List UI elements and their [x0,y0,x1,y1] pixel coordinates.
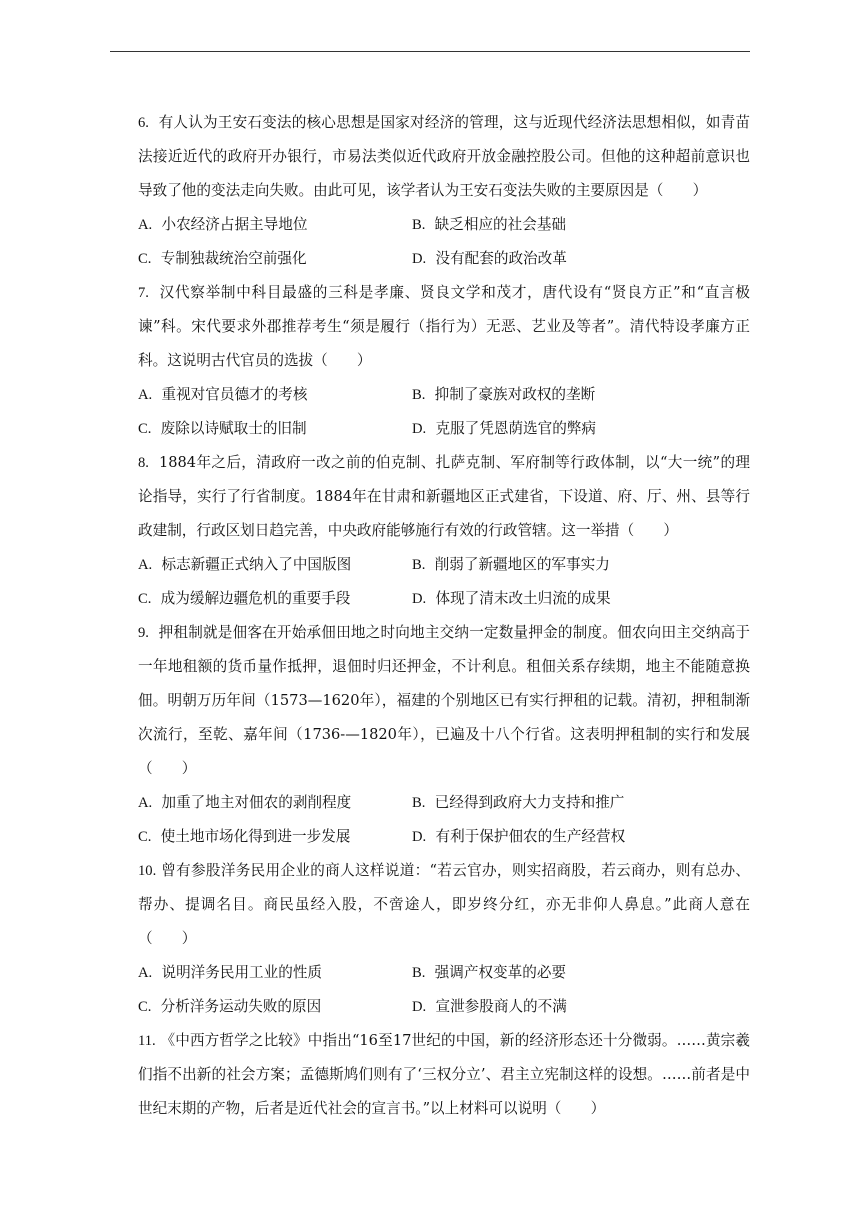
option-row [138,208,750,242]
option-text: 已经得到政府大力支持和推广 [434,794,625,811]
option-letter: C. [138,251,152,267]
question-number: 6. [138,115,149,131]
question-9 [138,616,750,854]
option-row [138,378,750,412]
question-number: 10. [138,863,157,879]
option-a[interactable] [138,208,412,242]
option-letter: B. [412,557,426,573]
option-letter: A. [138,387,153,403]
question-number: 11. [138,1033,156,1049]
option-c[interactable] [138,242,412,276]
option-letter: A. [138,965,153,981]
question-8 [138,446,750,616]
option-d[interactable] [412,582,686,616]
option-text: 分析洋务运动失败的原因 [160,998,322,1015]
option-letter: A. [138,217,153,233]
option-text: 缺乏相应的社会基础 [434,216,567,233]
question-text: 曾有参股洋务民用企业的商人这样说道：“若云官办，则实招商股，若云商办，则有总办、帮办、提调名目。商民虽经入股，不啻途人，即岁终分红，亦无非仰人鼻息。”此商人意在（ ） [138,862,750,947]
option-letter: C. [138,591,152,607]
option-letter: C. [138,829,152,845]
option-row [138,990,750,1024]
option-row [138,820,750,854]
option-row [138,242,750,276]
option-d[interactable] [412,412,686,446]
question-stem [138,854,750,956]
option-letter: C. [138,999,152,1015]
option-row [138,412,750,446]
question-stem [138,1024,750,1126]
option-a[interactable] [138,956,412,990]
question-text: 《中西方哲学之比较》中指出“16至17世纪的中国，新的经济形态还十分微弱。……黄宗羲们指不出新的社会方案；孟德斯鸠们则有了‘三权分立’、君主立宪制这样的设想。……前者是中世纪末期的产物，后者是近代社会的宣言书。”以上材料可以说明（ ） [138,1032,751,1117]
option-text: 专制独裁统治空前强化 [160,250,307,267]
question-number: 7. [138,285,149,301]
option-text: 抑制了豪族对政权的垄断 [434,386,596,403]
option-letter: D. [412,999,427,1015]
option-a[interactable] [138,786,412,820]
option-letter: B. [412,965,426,981]
option-letter: C. [138,421,152,437]
option-text: 说明洋务民用工业的性质 [161,964,323,981]
option-letter: D. [412,421,427,437]
option-b[interactable] [412,786,686,820]
question-6 [138,106,750,276]
option-letter: D. [412,829,427,845]
option-b[interactable] [412,548,686,582]
option-c[interactable] [138,412,412,446]
question-text: 押租制就是佃客在开始承佃田地之时向地主交纳一定数量押金的制度。佃农向田主交纳高于一年地租额的货币量作抵押，退佃时归还押金，不计利息。租佃关系存续期，地主不能随意换佃。明朝万历年间（1573—1620年），福建的个别地区已有实行押租的记载。清初，押租制渐次流行，至乾、嘉年间（1736-—1820年），已遍及十八个行省。这表明押租制的实行和发展（ ） [138,624,750,777]
question-stem [138,276,750,378]
option-text: 重视对官员德才的考核 [161,386,308,403]
question-number: 8. [138,455,149,471]
question-text: 汉代察举制中科目最盛的三科是孝廉、贤良文学和茂才，唐代设有“贤良方正”和“直言极谏”科。宋代要求外郡推荐考生“须是履行（指行为）无恶、艺业及等者”。清代特设孝廉方正科。这说明古代官员的选拔（ ） [138,284,750,369]
option-d[interactable] [412,242,686,276]
option-d[interactable] [412,990,686,1024]
option-letter: A. [138,795,153,811]
option-text: 加重了地主对佃农的剥削程度 [161,794,352,811]
option-letter: D. [412,251,427,267]
header-rule [110,51,750,52]
option-text: 强调产权变革的必要 [434,964,567,981]
option-text: 废除以诗赋取士的旧制 [160,420,307,437]
option-b[interactable] [412,208,686,242]
option-text: 宣泄参股商人的不满 [435,998,567,1015]
question-7 [138,276,750,446]
option-text: 削弱了新疆地区的军事实力 [434,556,610,573]
option-letter: A. [138,557,153,573]
option-row [138,582,750,616]
option-c[interactable] [138,582,412,616]
option-b[interactable] [412,956,686,990]
option-text: 小农经济占据主导地位 [161,216,308,233]
option-a[interactable] [138,548,412,582]
option-a[interactable] [138,378,412,412]
option-c[interactable] [138,990,412,1024]
question-text: 1884年之后，清政府一改之前的伯克制、扎萨克制、军府制等行政体制，以“大一统”的理论指导，实行了行省制度。1884年在甘肃和新疆地区正式建省，下设道、府、厅、州、县等行政建制，行政区划日趋完善，中央政府能够施行有效的行政管辖。这一举措（ ） [138,454,750,539]
option-text: 成为缓解边疆危机的重要手段 [160,590,351,607]
option-text: 体现了清末改土归流的成果 [435,590,611,607]
option-c[interactable] [138,820,412,854]
option-letter: B. [412,387,426,403]
question-text: 有人认为王安石变法的核心思想是国家对经济的管理，这与近现代经济法思想相似，如青苗法接近近代的政府开办银行，市易法类似近代政府开放金融控股公司。但他的这种超前意识也导致了他的变法走向失败。由此可见，该学者认为王安石变法失败的主要原因是（ ） [138,114,750,199]
option-text: 标志新疆正式纳入了中国版图 [161,556,352,573]
option-letter: D. [412,591,427,607]
question-stem [138,106,750,208]
option-b[interactable] [412,378,686,412]
option-text: 没有配套的政治改革 [435,250,567,267]
option-text: 有利于保护佃农的生产经营权 [435,828,626,845]
question-stem [138,616,750,786]
option-text: 克服了凭恩荫选官的弊病 [435,420,597,437]
question-number: 9. [138,625,149,641]
question-list [138,106,750,1126]
option-letter: B. [412,217,426,233]
option-text: 使土地市场化得到进一步发展 [160,828,351,845]
option-row [138,786,750,820]
option-d[interactable] [412,820,686,854]
option-letter: B. [412,795,426,811]
option-row [138,956,750,990]
question-10 [138,854,750,1024]
option-row [138,548,750,582]
question-stem [138,446,750,548]
question-11 [138,1024,750,1126]
